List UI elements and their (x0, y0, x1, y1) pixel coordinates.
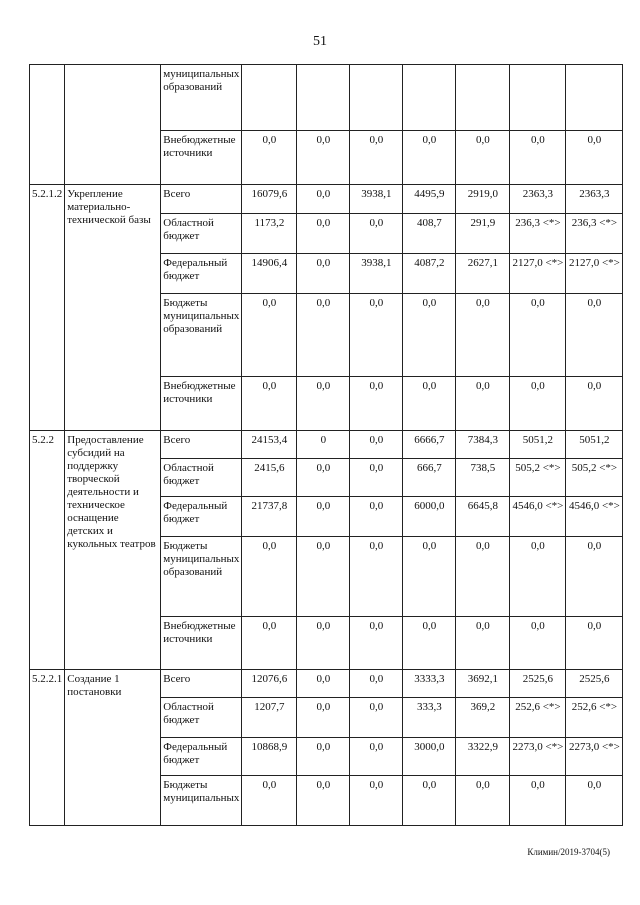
amount-cell: 0,0 (510, 131, 566, 185)
amount-cell: 2127,0 <*> (566, 254, 623, 294)
amount-cell: 3938,1 (350, 185, 403, 214)
amount-cell: 5051,2 (510, 431, 566, 459)
amount-cell: 0,0 (350, 214, 403, 254)
funding-source: Всего (161, 431, 242, 459)
amount-cell: 0,0 (350, 776, 403, 826)
amount-cell: 0 (297, 431, 350, 459)
amount-cell: 0,0 (350, 670, 403, 698)
amount-cell: 0,0 (510, 294, 566, 377)
amount-cell: 0,0 (566, 776, 623, 826)
amount-cell: 4546,0 <*> (510, 497, 566, 537)
item-name: Предоставление субсидий на поддержку творческой деятельности и техническое оснащение детских и кукольных театров (65, 431, 161, 670)
funding-source: Федеральный бюджет (161, 738, 242, 776)
amount-cell (297, 65, 350, 131)
amount-cell: 2127,0 <*> (510, 254, 566, 294)
amount-cell: 0,0 (456, 131, 510, 185)
amount-cell: 0,0 (297, 185, 350, 214)
amount-cell: 0,0 (456, 776, 510, 826)
amount-cell: 0,0 (350, 617, 403, 670)
amount-cell: 12076,6 (242, 670, 297, 698)
amount-cell: 0,0 (350, 431, 403, 459)
amount-cell: 2919,0 (456, 185, 510, 214)
amount-cell: 0,0 (242, 537, 297, 617)
amount-cell: 21737,8 (242, 497, 297, 537)
funding-source: Бюджеты муниципальных образований (161, 537, 242, 617)
amount-cell: 2525,6 (566, 670, 623, 698)
amount-cell: 0,0 (350, 698, 403, 738)
amount-cell: 236,3 <*> (566, 214, 623, 254)
amount-cell: 3000,0 (403, 738, 456, 776)
amount-cell: 0,0 (297, 537, 350, 617)
item-name: Укрепление материально-технической базы (65, 185, 161, 431)
amount-cell: 0,0 (297, 738, 350, 776)
amount-cell: 6666,7 (403, 431, 456, 459)
amount-cell: 0,0 (242, 617, 297, 670)
item-code: 5.2.2 (30, 431, 65, 670)
amount-cell (350, 65, 403, 131)
amount-cell: 2525,6 (510, 670, 566, 698)
amount-cell: 0,0 (456, 294, 510, 377)
amount-cell: 2363,3 (510, 185, 566, 214)
amount-cell: 0,0 (242, 294, 297, 377)
amount-cell: 408,7 (403, 214, 456, 254)
amount-cell: 0,0 (566, 294, 623, 377)
amount-cell: 0,0 (297, 497, 350, 537)
amount-cell: 0,0 (566, 617, 623, 670)
amount-cell: 6000,0 (403, 497, 456, 537)
amount-cell: 4495,9 (403, 185, 456, 214)
amount-cell: 14906,4 (242, 254, 297, 294)
funding-source: Всего (161, 185, 242, 214)
funding-source: Всего (161, 670, 242, 698)
amount-cell: 2627,1 (456, 254, 510, 294)
amount-cell: 0,0 (297, 459, 350, 497)
amount-cell: 333,3 (403, 698, 456, 738)
funding-source: Федеральный бюджет (161, 497, 242, 537)
amount-cell (403, 65, 456, 131)
amount-cell: 16079,6 (242, 185, 297, 214)
document-footer-code: Климин/2019-3704(5) (527, 847, 610, 857)
amount-cell: 666,7 (403, 459, 456, 497)
funding-source: Внебюджетные источники (161, 131, 242, 185)
item-code: 5.2.1.2 (30, 185, 65, 431)
amount-cell: 0,0 (403, 294, 456, 377)
amount-cell: 0,0 (456, 377, 510, 431)
amount-cell: 0,0 (350, 459, 403, 497)
amount-cell: 0,0 (297, 377, 350, 431)
amount-cell: 252,6 <*> (510, 698, 566, 738)
amount-cell: 0,0 (510, 617, 566, 670)
amount-cell: 24153,4 (242, 431, 297, 459)
amount-cell: 2415,6 (242, 459, 297, 497)
amount-cell: 0,0 (566, 377, 623, 431)
amount-cell: 0,0 (456, 537, 510, 617)
amount-cell: 0,0 (510, 377, 566, 431)
amount-cell: 0,0 (403, 776, 456, 826)
amount-cell (456, 65, 510, 131)
amount-cell: 1173,2 (242, 214, 297, 254)
amount-cell: 0,0 (403, 131, 456, 185)
amount-cell: 2273,0 <*> (510, 738, 566, 776)
amount-cell (510, 65, 566, 131)
amount-cell: 0,0 (566, 537, 623, 617)
item-code (30, 65, 65, 185)
funding-source: Областной бюджет (161, 214, 242, 254)
amount-cell: 4087,2 (403, 254, 456, 294)
funding-source: Федеральный бюджет (161, 254, 242, 294)
amount-cell: 505,2 <*> (510, 459, 566, 497)
table-row (30, 65, 623, 131)
funding-source: Областной бюджет (161, 698, 242, 738)
funding-source: Областной бюджет (161, 459, 242, 497)
amount-cell: 252,6 <*> (566, 698, 623, 738)
amount-cell: 0,0 (403, 377, 456, 431)
amount-cell: 5051,2 (566, 431, 623, 459)
amount-cell: 505,2 <*> (566, 459, 623, 497)
amount-cell (242, 65, 297, 131)
amount-cell: 369,2 (456, 698, 510, 738)
amount-cell: 3692,1 (456, 670, 510, 698)
amount-cell: 1207,7 (242, 698, 297, 738)
amount-cell: 0,0 (242, 377, 297, 431)
amount-cell: 0,0 (297, 670, 350, 698)
amount-cell: 0,0 (350, 497, 403, 537)
amount-cell: 0,0 (297, 254, 350, 294)
amount-cell: 0,0 (297, 214, 350, 254)
amount-cell: 10868,9 (242, 738, 297, 776)
amount-cell: 3322,9 (456, 738, 510, 776)
amount-cell: 0,0 (350, 294, 403, 377)
funding-source: муниципальных образований (161, 65, 242, 131)
amount-cell: 0,0 (350, 537, 403, 617)
amount-cell: 0,0 (510, 776, 566, 826)
page-number: 51 (313, 34, 327, 49)
amount-cell: 0,0 (510, 537, 566, 617)
amount-cell: 0,0 (403, 617, 456, 670)
item-name: Создание 1 постановки (65, 670, 161, 826)
table-row (30, 431, 623, 459)
amount-cell: 0,0 (456, 617, 510, 670)
amount-cell: 0,0 (297, 131, 350, 185)
amount-cell: 0,0 (297, 294, 350, 377)
amount-cell: 0,0 (297, 776, 350, 826)
table-row (30, 670, 623, 698)
amount-cell: 3333,3 (403, 670, 456, 698)
item-code: 5.2.2.1 (30, 670, 65, 826)
funding-source: Бюджеты муниципальных образований (161, 294, 242, 377)
amount-cell: 0,0 (566, 131, 623, 185)
amount-cell: 0,0 (350, 131, 403, 185)
item-name (65, 65, 161, 185)
budget-table (29, 64, 623, 826)
amount-cell: 3938,1 (350, 254, 403, 294)
amount-cell: 0,0 (403, 537, 456, 617)
funding-source: Внебюджетные источники (161, 377, 242, 431)
amount-cell: 0,0 (350, 377, 403, 431)
amount-cell: 0,0 (297, 617, 350, 670)
amount-cell: 0,0 (242, 776, 297, 826)
table-row (30, 185, 623, 214)
amount-cell: 236,3 <*> (510, 214, 566, 254)
amount-cell: 0,0 (350, 738, 403, 776)
amount-cell: 0,0 (297, 698, 350, 738)
amount-cell: 7384,3 (456, 431, 510, 459)
funding-source: Внебюджетные источники (161, 617, 242, 670)
amount-cell: 2273,0 <*> (566, 738, 623, 776)
amount-cell: 291,9 (456, 214, 510, 254)
amount-cell: 2363,3 (566, 185, 623, 214)
amount-cell: 6645,8 (456, 497, 510, 537)
amount-cell (566, 65, 623, 131)
funding-source: Бюджеты муниципальных (161, 776, 242, 826)
amount-cell: 0,0 (242, 131, 297, 185)
amount-cell: 738,5 (456, 459, 510, 497)
amount-cell: 4546,0 <*> (566, 497, 623, 537)
